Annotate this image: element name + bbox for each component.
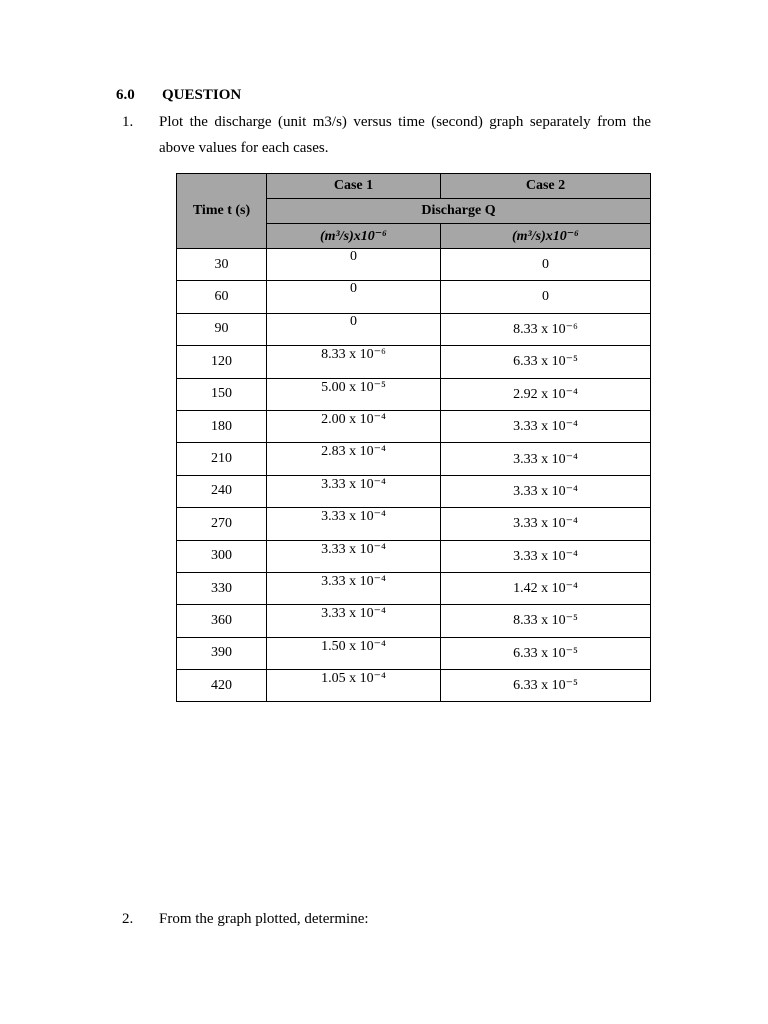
case2-cell: 2.92 x 10⁻⁴ [441, 378, 651, 410]
case1-cell: 3.33 x 10⁻⁴ [267, 605, 441, 637]
time-cell: 300 [177, 540, 267, 572]
time-cell: 210 [177, 443, 267, 475]
case2-cell: 3.33 x 10⁻⁴ [441, 508, 651, 540]
table-row [177, 637, 651, 669]
case2-cell: 0 [441, 281, 651, 313]
case1-cell: 0 [267, 249, 441, 281]
case2-cell: 1.42 x 10⁻⁴ [441, 572, 651, 604]
table-row [177, 410, 651, 442]
table-row [177, 572, 651, 604]
question-number: 2. [122, 911, 134, 927]
case1-cell: 0 [267, 313, 441, 345]
case1-cell: 3.33 x 10⁻⁴ [267, 508, 441, 540]
section-heading [116, 87, 241, 104]
time-cell: 240 [177, 475, 267, 507]
question-text: From the graph plotted, determine: [159, 911, 369, 927]
section-title: QUESTION [162, 87, 242, 103]
time-cell: 360 [177, 605, 267, 637]
case1-unit-header: (m³/s)x10⁻⁶ [267, 224, 441, 249]
time-cell: 390 [177, 637, 267, 669]
case1-cell: 2.83 x 10⁻⁴ [267, 443, 441, 475]
case1-cell: 1.05 x 10⁻⁴ [267, 670, 441, 702]
case1-cell: 3.33 x 10⁻⁴ [267, 572, 441, 604]
case2-cell: 6.33 x 10⁻⁵ [441, 670, 651, 702]
time-cell: 120 [177, 346, 267, 378]
time-cell: 30 [177, 249, 267, 281]
table-row [177, 540, 651, 572]
discharge-table [176, 173, 651, 702]
case2-header: Case 2 [441, 174, 651, 199]
case2-cell: 3.33 x 10⁻⁴ [441, 475, 651, 507]
table-row [177, 249, 651, 281]
case2-cell: 0 [441, 249, 651, 281]
case1-cell: 3.33 x 10⁻⁴ [267, 475, 441, 507]
table-row [177, 605, 651, 637]
case2-unit-header: (m³/s)x10⁻⁶ [441, 224, 651, 249]
case1-cell: 8.33 x 10⁻⁶ [267, 346, 441, 378]
question-text: Plot the discharge (unit m3/s) versus time (second) graph separately from the above values for each cases. [159, 114, 651, 156]
question-number: 1. [122, 114, 134, 130]
time-cell: 330 [177, 572, 267, 604]
case2-cell: 6.33 x 10⁻⁵ [441, 637, 651, 669]
table-row [177, 443, 651, 475]
case2-cell: 3.33 x 10⁻⁴ [441, 443, 651, 475]
discharge-header: Discharge Q [267, 199, 651, 224]
case2-cell: 3.33 x 10⁻⁴ [441, 410, 651, 442]
case1-cell: 3.33 x 10⁻⁴ [267, 540, 441, 572]
time-header: Time t (s) [177, 174, 267, 249]
time-cell: 420 [177, 670, 267, 702]
table-row [177, 670, 651, 702]
table-row [177, 346, 651, 378]
table-row [177, 313, 651, 345]
case1-cell: 5.00 x 10⁻⁵ [267, 378, 441, 410]
case2-cell: 8.33 x 10⁻⁵ [441, 605, 651, 637]
table-row [177, 475, 651, 507]
table-row [177, 378, 651, 410]
time-cell: 270 [177, 508, 267, 540]
case1-cell: 1.50 x 10⁻⁴ [267, 637, 441, 669]
time-cell: 90 [177, 313, 267, 345]
time-cell: 60 [177, 281, 267, 313]
table-row [177, 508, 651, 540]
case2-cell: 3.33 x 10⁻⁴ [441, 540, 651, 572]
case1-cell: 0 [267, 281, 441, 313]
time-cell: 150 [177, 378, 267, 410]
case1-cell: 2.00 x 10⁻⁴ [267, 410, 441, 442]
time-cell: 180 [177, 410, 267, 442]
section-number: 6.0 [116, 87, 135, 103]
case1-header: Case 1 [267, 174, 441, 199]
case2-cell: 6.33 x 10⁻⁵ [441, 346, 651, 378]
case2-cell: 8.33 x 10⁻⁶ [441, 313, 651, 345]
table-row [177, 281, 651, 313]
